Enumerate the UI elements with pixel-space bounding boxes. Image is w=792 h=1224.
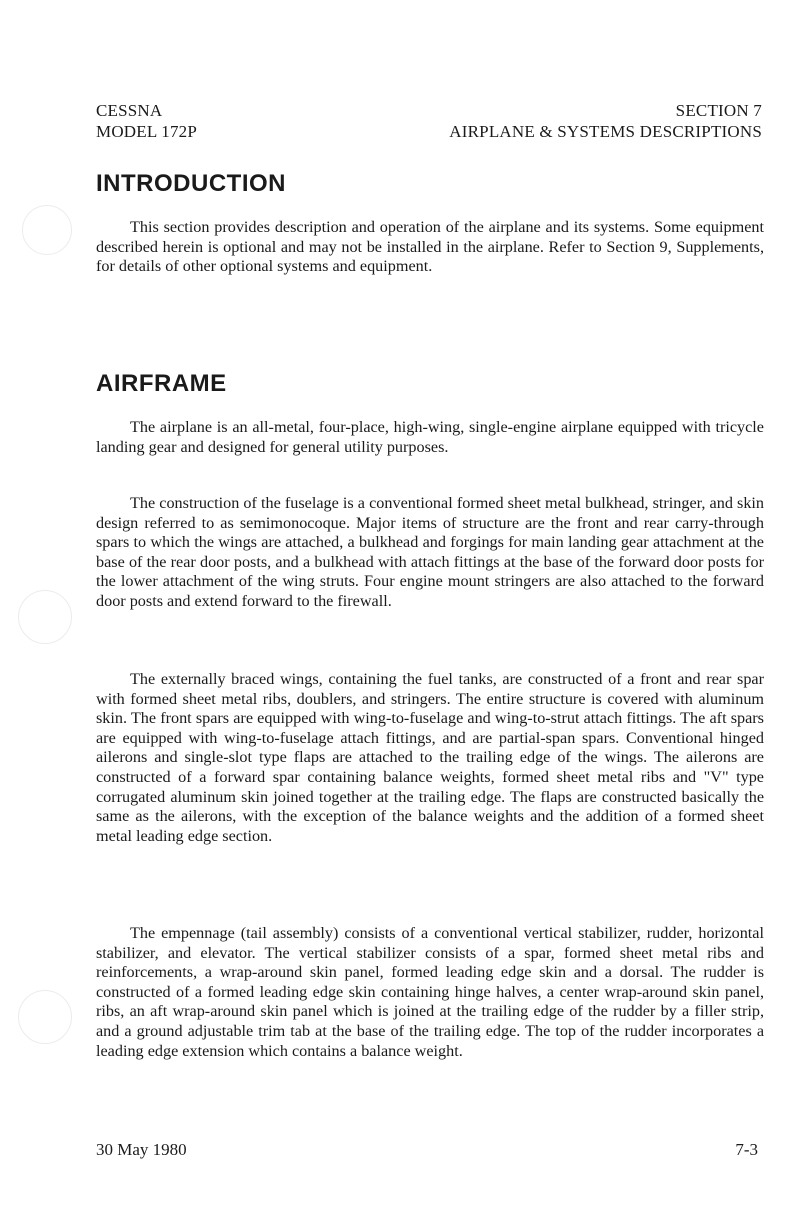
introduction-heading: INTRODUCTION	[96, 170, 286, 197]
header-section-number: SECTION 7	[675, 101, 762, 120]
punch-hole-mark	[18, 590, 72, 644]
introduction-paragraph: This section provides description and operation of the airplane and its systems. Some equipment described herein is optional and may not be installed in the airplane. Refer to Section 9, Supplements, for details of other optional systems and equipment.	[96, 218, 764, 276]
punch-hole-mark	[22, 205, 72, 255]
airframe-paragraph-1: The airplane is an all-metal, four-place, high-wing, single-engine airplane equipped with tricycle landing gear and designed for general utility purposes.	[96, 418, 764, 456]
punch-hole-mark	[18, 990, 72, 1044]
airframe-paragraph-2: The construction of the fuselage is a conventional formed sheet metal bulkhead, stringer, and skin design referred to as semimonocoque. Major items of structure are the front and rear carry-through spars to which the wings are attached, a bulkhead and forgings for main landing gear attachment at the base of the rear door posts, and a bulkhead with attach fittings at the base of the forward door posts for the lower attachment of the wing struts. Four engine mount stringers are also attached to the forward door posts and extend forward to the firewall.	[96, 494, 764, 610]
airframe-heading: AIRFRAME	[96, 370, 227, 397]
header-manufacturer: CESSNA	[96, 101, 163, 120]
airframe-paragraph-4: The empennage (tail assembly) consists of a conventional vertical stabilizer, rudder, horizontal stabilizer, and elevator. The vertical stabilizer consists of a spar, formed sheet metal ribs and reinforcements, a wrap-around skin panel, formed leading edge skin and a dorsal. The rudder is constructed of a formed leading edge skin containing hinge halves, a center wrap-around skin panel, ribs, an aft wrap-around skin panel which is joined at the trailing edge of the rudder by a filler strip, and a ground adjustable trim tab at the base of the trailing edge. The top of the rudder incorporates a leading edge extension which contains a balance weight.	[96, 924, 764, 1060]
footer-page-number: 7-3	[735, 1140, 758, 1159]
header-right	[449, 100, 762, 142]
header-left	[96, 100, 197, 142]
airframe-paragraph-3: The externally braced wings, containing the fuel tanks, are constructed of a front and rear spar with formed sheet metal ribs, doublers, and stringers. The entire structure is covered with aluminum skin. The front spars are equipped with wing-to-fuselage and wing-to-strut attach fittings. The aft spars are equipped with wing-to-fuselage attach fittings, and are partial-span spars. Conventional hinged ailerons and single-slot type flaps are attached to the trailing edge of the wings. The ailerons are constructed of a forward spar containing balance weights, formed sheet metal ribs and "V" type corrugated aluminum skin joined together at the trailing edge. The flaps are constructed basically the same as the ailerons, with the exception of the balance weights and the addition of a formed sheet metal leading edge section.	[96, 670, 764, 845]
header-section-title: AIRPLANE & SYSTEMS DESCRIPTIONS	[449, 122, 762, 141]
header-model: MODEL 172P	[96, 122, 198, 141]
footer-date: 30 May 1980	[96, 1140, 187, 1159]
